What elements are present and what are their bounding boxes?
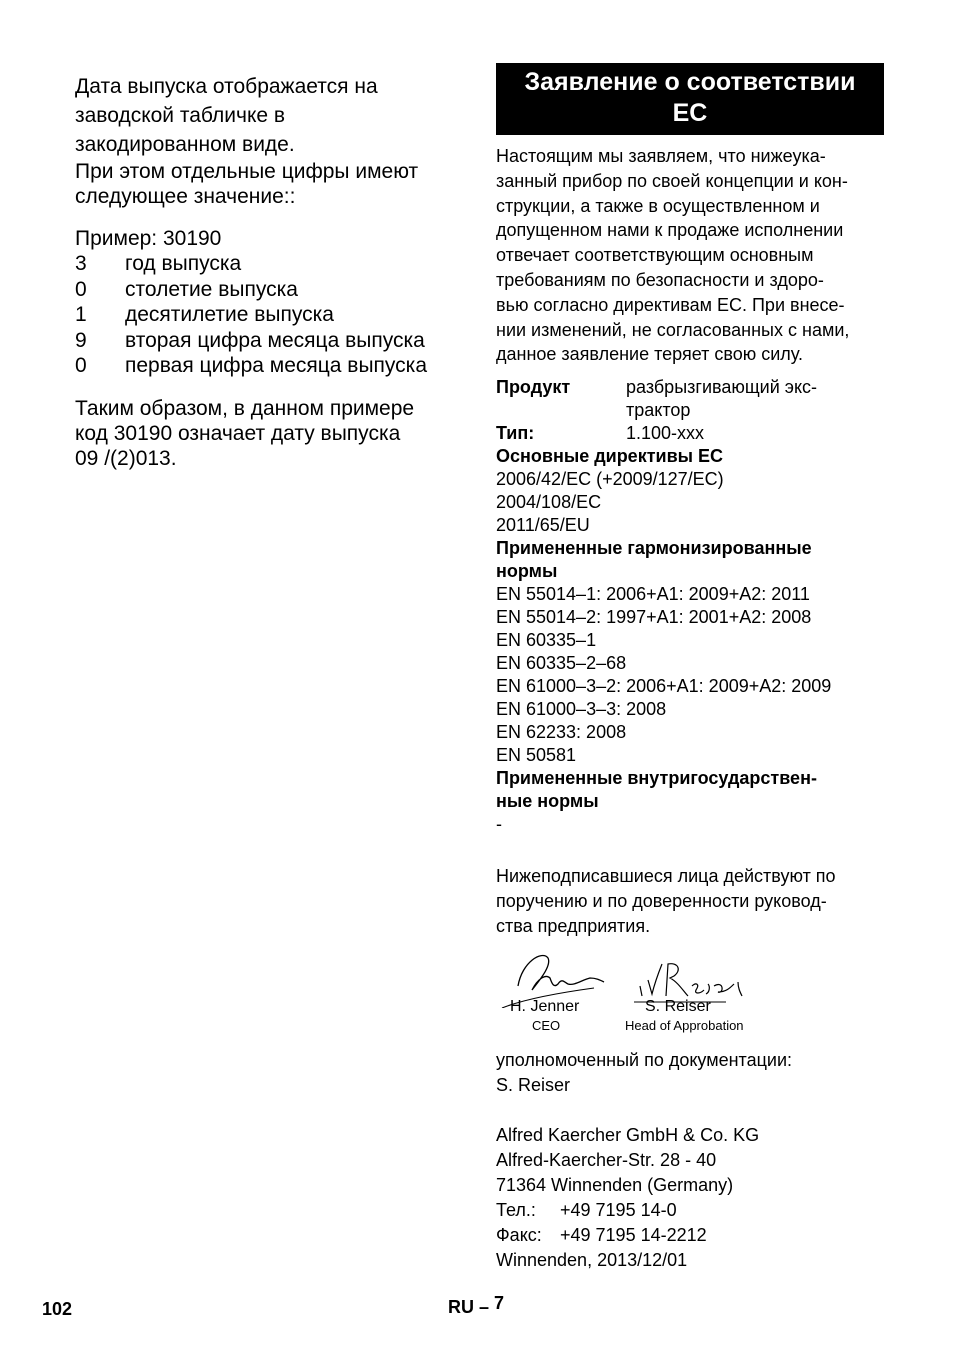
standard-item: EN 61000–3–2: 2006+A1: 2009+A2: 2009	[496, 676, 832, 696]
phone-value: +49 7195 14-0	[560, 1200, 677, 1220]
signer-name: S. Reiser	[645, 998, 711, 1015]
documentation-responsible	[496, 1048, 888, 1098]
directives-title: Основные директивы ЕС	[496, 446, 724, 466]
date-intro-line-1: Дата выпуска отображается на	[75, 75, 378, 98]
type-row	[496, 422, 888, 445]
example-row	[75, 353, 465, 379]
intro-line: отвечает соответствующим основным	[496, 245, 814, 266]
declaration-specs	[496, 376, 888, 836]
page-number: 102	[42, 1299, 73, 1319]
standard-item: EN 50581	[496, 745, 577, 765]
date-intro-line-2: заводской табличке в	[75, 104, 286, 127]
example-digit: 9	[75, 328, 87, 352]
example-digit: 1	[75, 303, 87, 326]
intro-line: занный прибор по своей концепции и кон-	[496, 170, 848, 191]
intro-line: требованиям по безопасности и здоро-	[496, 269, 824, 290]
authority-line: Нижеподписавшиеся лица действуют по	[496, 866, 836, 886]
standard-item: EN 62233: 2008	[496, 722, 627, 742]
signer-role: CEO	[532, 1018, 561, 1033]
national-title: ные нормы	[496, 791, 599, 811]
intro-line: Настоящим мы заявляем, что нижеука-	[496, 146, 826, 166]
digits-intro-line-1: При этом отдельные цифры имеют	[75, 160, 419, 183]
example-title: Пример: 30190	[75, 227, 222, 250]
fax-value: +49 7195 14-2212	[560, 1225, 707, 1245]
type-label: Тип:	[496, 423, 535, 443]
example-digit: 0	[75, 277, 87, 301]
section-heading	[496, 63, 884, 135]
footer-section-label	[448, 1293, 505, 1318]
product-label: Продукт	[496, 377, 571, 397]
phone-label: Тел.:	[496, 1200, 536, 1220]
digits-intro-line-2: следующее значение::	[75, 185, 296, 208]
declaration-intro	[496, 144, 888, 367]
conclusion-line-3: 09 /(2)013.	[75, 446, 177, 470]
standard-item: EN 55014–2: 1997+A1: 2001+A2: 2008	[496, 607, 812, 627]
harmonized-title: нормы	[496, 561, 558, 581]
place-date: Winnenden, 2013/12/01	[496, 1250, 688, 1270]
date-intro-line-3: закодированном виде.	[75, 133, 295, 156]
example-meaning: вторая цифра месяца выпуска	[125, 328, 425, 352]
date-code-section	[75, 72, 465, 471]
product-value: трактор	[626, 400, 691, 420]
heading-line-1: Заявление о соответствии	[524, 68, 856, 96]
signature-block	[496, 948, 796, 1038]
directive-item: 2006/42/EC (+2009/127/EC)	[496, 469, 724, 489]
intro-line: вью согласно директивам ЕС. При внесе-	[496, 294, 845, 315]
company-name: Alfred Kaercher GmbH & Co. KG	[496, 1125, 760, 1145]
conclusion-line-2: код 30190 означает дату выпуска	[75, 421, 401, 445]
company-phone	[496, 1198, 888, 1223]
footer-section: 7	[494, 1293, 505, 1313]
example-row	[75, 328, 465, 354]
authority-line: поручению и по доверенности руковод-	[496, 891, 827, 911]
national-title: Примененные внутригосударствен-	[496, 768, 817, 788]
standard-item: EN 60335–1	[496, 630, 597, 650]
standard-item: EN 60335–2–68	[496, 653, 627, 673]
example-table	[75, 251, 465, 379]
conclusion-line-1: Таким образом, в данном примере	[75, 396, 415, 420]
intro-line: нии изменений, не согласованных с нами,	[496, 319, 850, 340]
intro-line: данное заявление теряет свою силу.	[496, 344, 803, 365]
doc-resp-label: уполномоченный по документации:	[496, 1050, 793, 1070]
signer-name: H. Jenner	[510, 998, 580, 1015]
authority-statement	[496, 864, 888, 939]
standard-item: EN 55014–1: 2006+A1: 2009+A2: 2011	[496, 584, 810, 604]
directive-item: 2011/65/EU	[496, 515, 590, 535]
company-street: Alfred-Kaercher-Str. 28 - 40	[496, 1150, 717, 1170]
intro-line: допущенном нами к продаже исполнении	[496, 220, 844, 241]
authority-line: ства предприятия.	[496, 916, 651, 936]
example-meaning: столетие выпуска	[125, 277, 298, 301]
example-meaning: десятилетие выпуска	[125, 303, 334, 326]
example-row	[75, 302, 465, 328]
directive-item: 2004/108/EC	[496, 492, 602, 512]
company-address	[496, 1123, 888, 1273]
example-digit: 0	[75, 354, 87, 377]
product-value: разбрызгивающий экс-	[626, 377, 818, 397]
example-meaning: год выпуска	[125, 252, 242, 275]
example-digit: 3	[75, 252, 87, 275]
harmonized-title: Примененные гармонизированные	[496, 538, 812, 558]
intro-line: струкции, а также в осуществленном и	[496, 195, 820, 216]
national-value: -	[496, 814, 502, 834]
company-fax	[496, 1223, 888, 1248]
example-meaning: первая цифра месяца выпуска	[125, 354, 428, 377]
type-value: 1.100-xxx	[626, 423, 705, 443]
example-row	[75, 251, 465, 277]
product-row	[496, 376, 888, 422]
company-city: 71364 Winnenden (Germany)	[496, 1175, 734, 1195]
footer-dash: –	[479, 1297, 490, 1317]
standard-item: EN 61000–3–3: 2008	[496, 699, 667, 719]
heading-line-2: ЕС	[672, 99, 708, 127]
signer-role: Head of Approbation	[625, 1018, 744, 1033]
footer-lang: RU	[448, 1297, 474, 1317]
fax-label: Факс:	[496, 1225, 542, 1245]
example-row	[75, 277, 465, 303]
doc-resp-name: S. Reiser	[496, 1075, 571, 1095]
